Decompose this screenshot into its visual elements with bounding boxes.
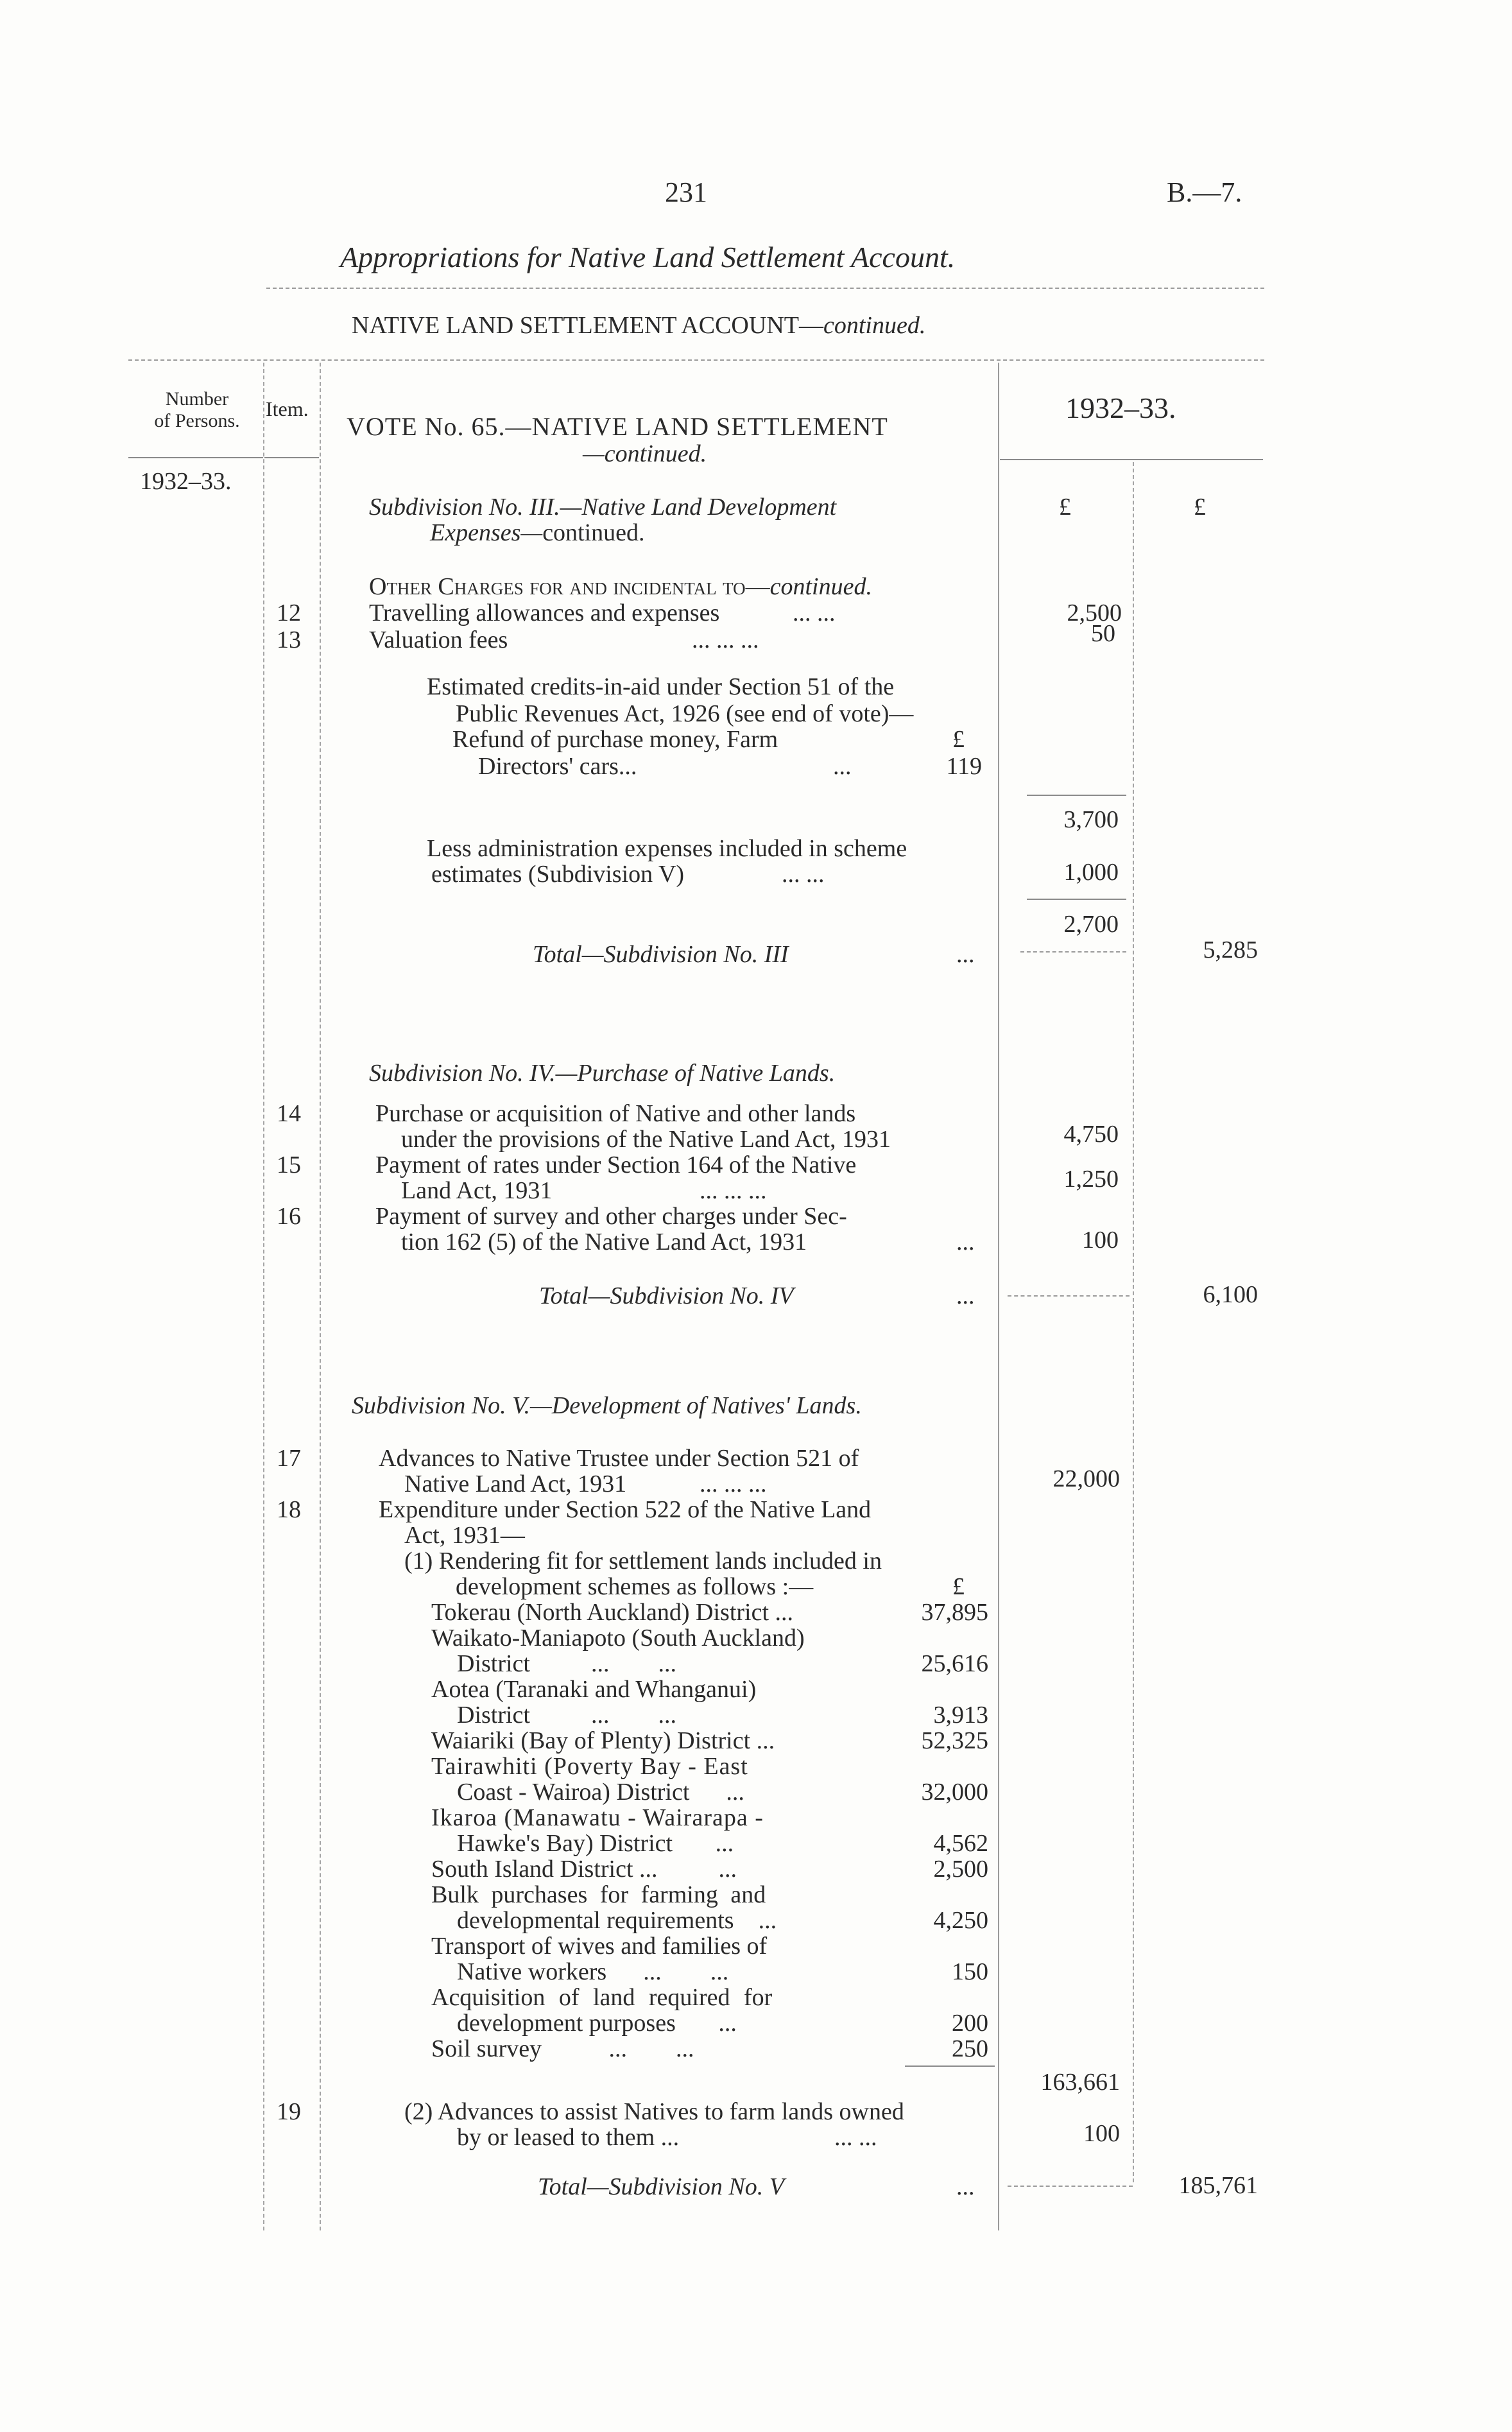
item-18-line1: Expenditure under Section 522 of the Native Land <box>379 1496 872 1523</box>
item-header-rule <box>264 457 319 458</box>
item-15-leader: ... ... ... <box>700 1177 767 1204</box>
item-number-17: 17 <box>277 1445 301 1472</box>
item-14-line2: under the provisions of the Native Land Act, 1931 <box>401 1126 891 1153</box>
vote-title: VOTE No. 65.—NATIVE LAND SETTLEMENT <box>347 412 888 441</box>
other-charges-heading <box>369 573 872 601</box>
item-16-amount: 100 <box>1082 1227 1119 1254</box>
refund-line1: Refund of purchase money, Farm <box>452 726 778 753</box>
item-16-line2: tion 162 (5) of the Native Land Act, 1931 <box>401 1229 807 1255</box>
sub3-subtotal-rule <box>1027 795 1126 796</box>
less-admin-line1: Less administration expenses included in scheme <box>427 835 907 862</box>
persons-header-rule <box>128 457 263 458</box>
paragraph-2-line2: by or leased to them ... <box>457 2124 680 2151</box>
item-17-amount: 22,000 <box>1052 1465 1120 1492</box>
sub3-net: 2,700 <box>1063 911 1119 938</box>
paragraph-1-total: 163,661 <box>1040 2069 1120 2096</box>
item-17-leader: ... ... ... <box>700 1470 767 1497</box>
subdivision-v-heading: Subdivision No. V.—Development of Natives' Lands. <box>352 1392 862 1419</box>
bulk-purchases: Bulk purchases for farming and <box>431 1881 766 1908</box>
paragraph-2-line1: (2) Advances to assist Natives to farm lands owned <box>404 2098 904 2125</box>
acquisition-of-land-amount: 200 <box>952 2010 988 2037</box>
item-15-amount: 1,250 <box>1063 1166 1119 1193</box>
item-number-12: 12 <box>277 599 301 626</box>
sub4-total-rule <box>1008 1295 1130 1297</box>
persons-item-divider <box>263 363 264 2230</box>
number-of-persons-header <box>136 388 258 432</box>
other-charges-continued: continued. <box>769 573 872 600</box>
district-waikato-line2: District ... ... <box>457 1650 676 1677</box>
refund-line2: Directors' cars... <box>478 753 637 780</box>
item-16-leader: ... <box>956 1229 975 1255</box>
sub5-total-rule <box>1008 2186 1133 2187</box>
district-aotea: Aotea (Taranaki and Whanganui) <box>431 1676 757 1703</box>
account-title-continued: continued. <box>823 312 926 339</box>
item-number-13: 13 <box>277 626 301 653</box>
other-charges-text: Other Charges for and incidental to— <box>369 573 770 600</box>
soil-survey: Soil survey ... ... <box>431 2035 694 2062</box>
sub3-net-rule <box>1027 899 1126 900</box>
subdivision-iii-continued: continued. <box>542 519 645 546</box>
sub3-total-rule <box>1020 951 1126 953</box>
item-number-14: 14 <box>277 1100 301 1127</box>
item-12-label: Travelling allowances and expenses <box>369 599 720 626</box>
item-18-line2: Act, 1931— <box>404 1522 525 1549</box>
item-13-leader: ... ... ... <box>692 626 759 653</box>
subdivision-iii-heading: Subdivision No. III.—Native Land Development <box>369 494 837 521</box>
bulk-purchases-line2: developmental requirements ... <box>457 1907 777 1934</box>
district-waiariki: Waiariki (Bay of Plenty) District ... <box>431 1727 775 1754</box>
item-number-16: 16 <box>277 1203 301 1230</box>
item-13-label: Valuation fees <box>369 626 508 653</box>
item-14-line1: Purchase or acquisition of Native and other lands <box>375 1100 856 1127</box>
refund-pound: £ <box>952 726 965 753</box>
item-12-amount: 2,500 <box>1067 599 1122 626</box>
district-tokerau: Tokerau (North Auckland) District ... <box>431 1599 794 1626</box>
refund-leader: ... <box>833 753 852 780</box>
district-tairawhiti-amount: 32,000 <box>921 1779 988 1806</box>
less-admin-leader: ... ... <box>782 861 825 888</box>
district-ikaroa-amount: 4,562 <box>933 1830 988 1857</box>
item-header: Item. <box>266 397 309 420</box>
district-waikato-amount: 25,616 <box>921 1650 988 1677</box>
transport-of-wives-line2: Native workers ... ... <box>457 1958 729 1985</box>
less-admin-line2: estimates (Subdivision V) <box>431 861 685 888</box>
district-ikaroa: Ikaroa (Manawatu - Wairarapa - <box>431 1804 764 1831</box>
sub5-total-leader: ... <box>956 2173 975 2200</box>
paragraph-1-sum-rule <box>905 2065 995 2067</box>
transport-of-wives-amount: 150 <box>952 1958 988 1985</box>
credits-in-aid-line2: Public Revenues Act, 1926 (see end of vote)— <box>456 700 914 727</box>
number-of-persons-line2: of Persons. <box>154 410 240 431</box>
district-waikato: Waikato-Maniapoto (South Auckland) <box>431 1625 805 1652</box>
text-amount-divider <box>998 363 999 2230</box>
sub4-total-leader: ... <box>956 1282 975 1309</box>
district-aotea-amount: 3,913 <box>933 1702 988 1729</box>
less-admin-amount: 1,000 <box>1063 859 1119 886</box>
district-south-island-amount: 2,500 <box>933 1856 988 1883</box>
year-header-rule <box>1000 459 1263 460</box>
district-tairawhiti-line2: Coast - Wairoa) District ... <box>457 1779 744 1806</box>
account-title <box>352 311 925 340</box>
sub4-total: 6,100 <box>1203 1281 1258 1308</box>
item-16-line1: Payment of survey and other charges under Sec- <box>375 1203 847 1230</box>
item-12-leader: ... ... <box>793 599 836 626</box>
paragraph-2-leader: ... ... <box>834 2124 877 2151</box>
transport-of-wives: Transport of wives and families of <box>431 1933 768 1960</box>
paragraph-1-line2: development schemes as follows :— <box>456 1573 814 1600</box>
page-title: Appropriations for Native Land Settlement Account. <box>340 241 956 273</box>
paragraph-1-line1: (1) Rendering fit for settlement lands included in <box>404 1548 882 1574</box>
sub3-total-label: Total—Subdivision No. III <box>533 941 789 968</box>
item-17-line1: Advances to Native Trustee under Section 521 of <box>379 1445 859 1472</box>
pound-column-2: £ <box>1194 494 1206 521</box>
district-tokerau-amount: 37,895 <box>921 1599 988 1626</box>
pound-column-1: £ <box>1059 494 1071 521</box>
subdivision-iii-expenses: Expenses— <box>430 519 543 546</box>
sub3-total-leader: ... <box>956 941 975 968</box>
vote-continued: —continued. <box>583 440 707 467</box>
item-14-amount: 4,750 <box>1063 1121 1119 1148</box>
item-text-divider <box>320 363 321 2230</box>
district-aotea-line2: District ... ... <box>457 1702 676 1729</box>
sub5-total: 185,761 <box>1178 2172 1258 2199</box>
amount-column-divider <box>1133 462 1134 2182</box>
refund-amount: 119 <box>946 753 982 780</box>
sub3-subtotal: 3,700 <box>1063 806 1119 833</box>
paragraph-2-amount: 100 <box>1083 2120 1120 2147</box>
document-reference: B.—7. <box>1167 177 1242 208</box>
sub4-total-label: Total—Subdivision No. IV <box>539 1282 794 1309</box>
title-rule <box>266 288 1264 289</box>
acquisition-of-land-line2: development purposes ... <box>457 2010 737 2037</box>
district-tairawhiti: Tairawhiti (Poverty Bay - East <box>431 1753 748 1780</box>
item-number-19: 19 <box>277 2098 301 2125</box>
paragraph-1-pound: £ <box>952 1573 965 1600</box>
soil-survey-amount: 250 <box>952 2035 988 2062</box>
year-header: 1932–33. <box>1065 392 1176 424</box>
item-13-amount: 50 <box>1091 620 1115 647</box>
subdivision-iii-heading-line2 <box>430 519 645 547</box>
item-number-15: 15 <box>277 1151 301 1178</box>
subdivision-iv-heading: Subdivision No. IV.—Purchase of Native Lands. <box>369 1060 836 1087</box>
item-15-line1: Payment of rates under Section 164 of the Native <box>375 1151 857 1178</box>
district-south-island: South Island District ... ... <box>431 1856 737 1883</box>
sub3-total: 5,285 <box>1203 936 1258 963</box>
page-number: 231 <box>665 177 707 208</box>
district-ikaroa-line2: Hawke's Bay) District ... <box>457 1830 734 1857</box>
item-number-18: 18 <box>277 1496 301 1523</box>
number-of-persons-line1: Number <box>165 388 229 410</box>
district-waiariki-amount: 52,325 <box>921 1727 988 1754</box>
bulk-purchases-amount: 4,250 <box>933 1907 988 1934</box>
account-title-text: NATIVE LAND SETTLEMENT ACCOUNT— <box>352 312 823 339</box>
credits-in-aid-line1: Estimated credits-in-aid under Section 51 of the <box>427 673 895 700</box>
item-15-line2: Land Act, 1931 <box>401 1177 553 1204</box>
left-year-label: 1932–33. <box>140 468 232 495</box>
acquisition-of-land: Acquisition of land required for <box>431 1984 773 2011</box>
sub5-total-label: Total—Subdivision No. V <box>538 2173 784 2200</box>
table-top-rule <box>128 359 1264 361</box>
item-17-line2: Native Land Act, 1931 <box>404 1470 627 1497</box>
